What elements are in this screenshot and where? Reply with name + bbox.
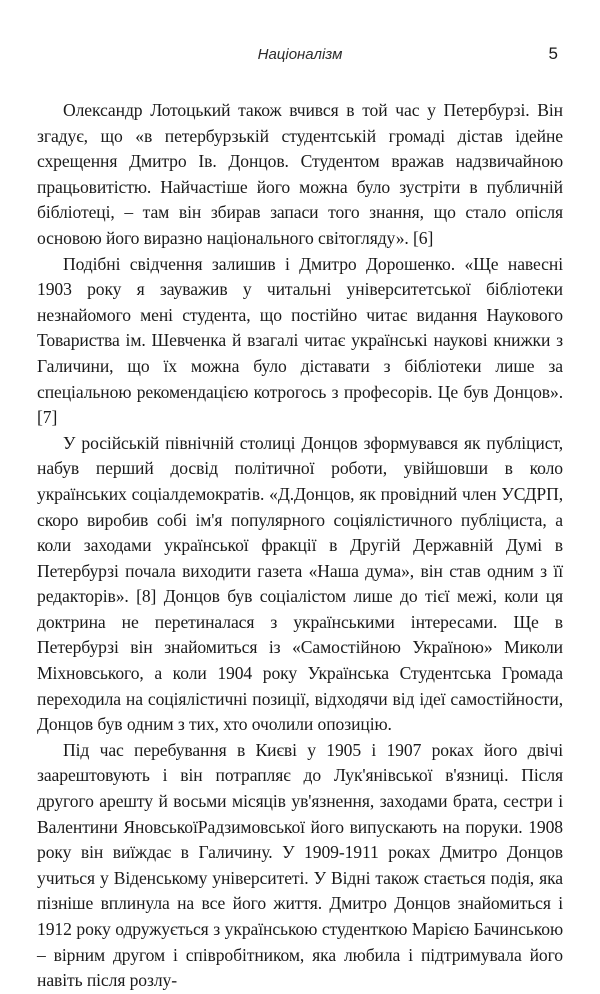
paragraph-kyiv: Під час перебування в Києві у 1905 і 1907 роках його двічі заарештовують і він потрапляє до Лук'янівської в'язниці. Після другого арешту й восьми місяців ув'язнення, заходами брата, сестри і Валентини ЯновськоїРадзимовської його випускають на поруки. 1908 року він виїждає в Галичину. У 1909-1911 роках Дмитро Донцов учиться у Віденському університеті. У Відні також стається подія, яка пізніше вплинула на все його життя. Дмитро Донцов знайомиться і 1912 року одружується з українською студенткою Марією Бачинською – вірним другом і співробітником, яка любила і підтримувала його навіть після розлу- xyxy=(37,739,563,991)
paragraph-petersburg: У російській північній столиці Донцов зформувався як публіцист, набув перший досвід політичної роботи, увійшовши в коло українських соціалдемократів. «Д.Донцов, як провідний член УСДРП, скоро виробив собі ім'я популярного соціялістичного публіциста, а коли заходами української фракції в Другій Державній Думі в Петербурзі почала виходити газета «Наша дума», він став одним з її редакторів». [8] Донцов був соціалістом лише до тієї межі, коли ця доктрина не перетиналася з українськими інтересами. Ще в Петербурзі він знайомиться із «Самостійною Україною» Миколи Міхновського, а коли 1904 року Українська Студентська Громада переходила на соціялістичні позиції, відходячи від ідеї самостійности, Донцов був одним з тих, хто очолили опозицію. xyxy=(37,432,563,735)
page-number: 5 xyxy=(548,44,558,63)
running-head xyxy=(0,44,600,68)
paragraph-lototsky: Олександр Лотоцький також вчився в той час у Петербурзі. Він згадує, що «в петербурзькій студентській громаді дістав ідейне схрещення Дмитро Ів. Донцов. Студентом вражав надзвичайною працьовитістю. Найчастіше його можна було зустріти в публичній бібліотеці, – там він збирав запаси того знання, що стало опісля основою його виразно національного світогляду». [6] xyxy=(37,100,563,248)
body-text xyxy=(37,98,563,994)
running-title: Націоналізм xyxy=(257,46,343,63)
paragraph-doroshenko: Подібні свідчення залишив і Дмитро Дорошенко. «Ще навесні 1903 року я зауважив у читальні університетської бібліотеки незнайомого мені студента, що постійно читає видання Наукового Товариства ім. Шевченка й взагалі читає українські наукові книжки з Галичини, що їх можна було діставати з бібліотеки лише за спеціальною рекомендацією котрогось з професорів. Це був Донцов». [7] xyxy=(37,253,563,428)
